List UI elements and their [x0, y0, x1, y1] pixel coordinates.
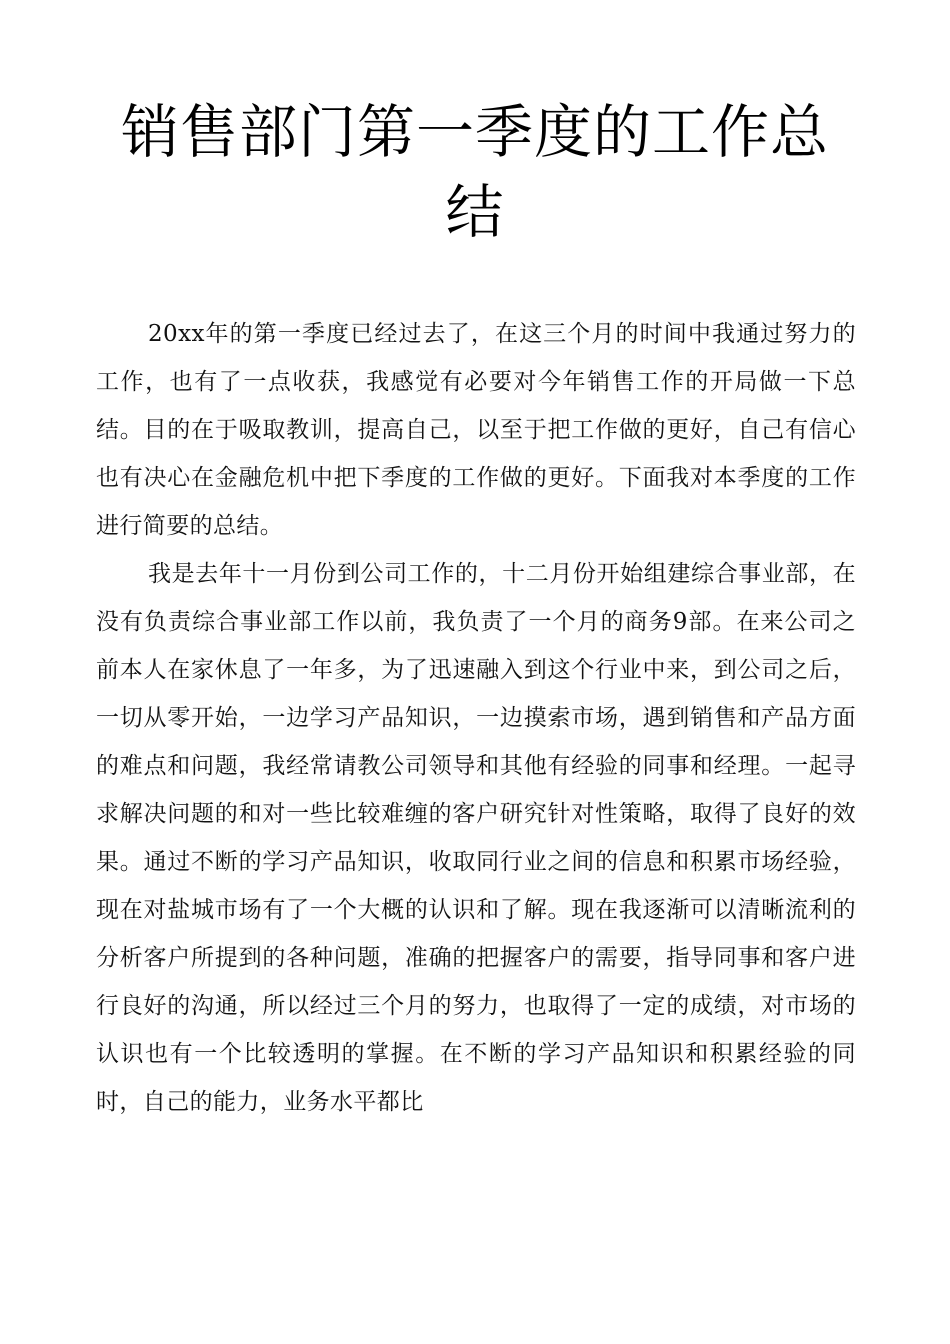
paragraph-work-review: 我是去年十一月份到公司工作的，十二月份开始组建综合事业部，在没有负责综合事业部工作以前，我负责了一个月的商务9部。在来公司之前本人在家休息了一年多，为了迅速融入到这个行业中来，到公司之后，一切从零开始，一边学习产品知识，一边摸索市场，遇到销售和产品方面的难点和问题，我经常请教公司领导和其他有经验的同事和经理。一起寻求解决问题的和对一些比较难缠的客户研究针对性策略，取得了良好的效果。通过不断的学习产品知识，收取同行业之间的信息和积累市场经验，现在对盐城市场有了一个大概的认识和了解。现在我逐渐可以清晰流利的分析客户所提到的各种问题，准确的把握客户的需要，指导同事和客户进行良好的沟通，所以经过三个月的努力，也取得了一定的成绩，对市场的认识也有一个比较透明的掌握。在不断的学习产品知识和积累经验的同时，自己的能力，业务水平都比 [96, 561, 856, 1115]
document-body [96, 310, 856, 1126]
paragraph-intro: 20xx年的第一季度已经过去了，在这三个月的时间中我通过努力的工作，也有了一点收获，我感觉有必要对今年销售工作的开局做一下总结。目的在于吸取教训，提高自己，以至于把工作做的更好，自己有信心也有决心在金融危机中把下季度的工作做的更好。下面我对本季度的工作进行简要的总结。 [96, 321, 856, 539]
document-title: 销售部门第一季度的工作总结 [120, 98, 829, 246]
